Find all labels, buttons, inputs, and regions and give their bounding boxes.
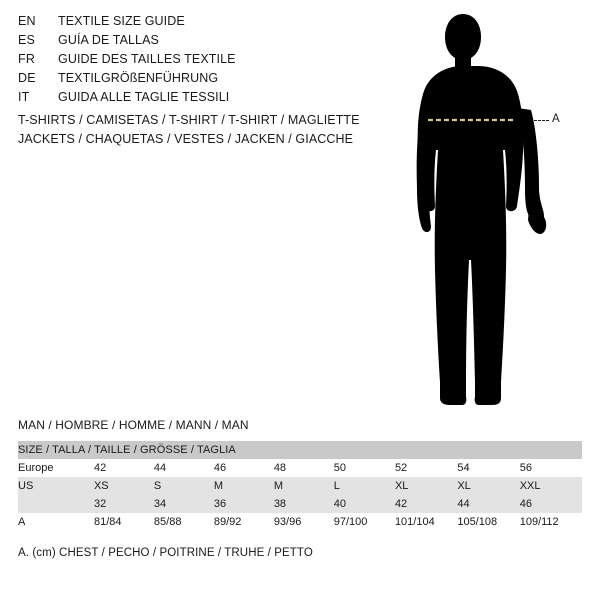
language-text: GUÍA DE TALLAS	[58, 33, 159, 47]
language-row	[18, 52, 398, 71]
size-guide-figure	[400, 10, 600, 410]
table-footnote: A. (cm) CHEST / PECHO / POITRINE / TRUHE / PETTO	[18, 547, 313, 559]
cell: XS	[94, 477, 154, 495]
cell: L	[334, 477, 395, 495]
table-title: MAN / HOMBRE / HOMME / MANN / MAN	[18, 418, 249, 432]
language-row	[18, 14, 398, 33]
cell: 54	[457, 459, 519, 477]
cell: 56	[520, 459, 582, 477]
row-label: Europe	[18, 459, 94, 477]
language-code: DE	[18, 71, 36, 85]
cell: 36	[214, 495, 274, 513]
measure-label-a: A	[552, 113, 560, 125]
cell: 32	[94, 495, 154, 513]
language-row	[18, 71, 398, 90]
category-headings	[18, 111, 360, 149]
language-code: IT	[18, 90, 30, 104]
cell: 44	[154, 459, 214, 477]
cell: 42	[94, 459, 154, 477]
cell: 105/108	[457, 513, 519, 531]
language-code: EN	[18, 14, 36, 28]
table-row	[18, 513, 582, 531]
table-row	[18, 495, 582, 513]
language-text: GUIDA ALLE TAGLIE TESSILI	[58, 90, 230, 104]
cell: S	[154, 477, 214, 495]
cell: 46	[520, 495, 582, 513]
cell: XL	[395, 477, 457, 495]
cell: 89/92	[214, 513, 274, 531]
language-row	[18, 90, 398, 109]
measure-leader-line	[534, 120, 549, 121]
table-header-label: SIZE / TALLA / TAILLE / GRÖSSE / TAGLIA	[18, 441, 582, 459]
size-table	[18, 441, 582, 531]
cell: 97/100	[334, 513, 395, 531]
cell: 93/96	[274, 513, 334, 531]
language-list	[18, 14, 398, 109]
language-code: ES	[18, 33, 36, 47]
cell: 52	[395, 459, 457, 477]
table-row	[18, 477, 582, 495]
row-label	[18, 495, 94, 513]
cell: 109/112	[520, 513, 582, 531]
language-text: GUIDE DES TAILLES TEXTILE	[58, 52, 236, 66]
row-label: A	[18, 513, 94, 531]
cell: 48	[274, 459, 334, 477]
cell: 85/88	[154, 513, 214, 531]
table-row	[18, 459, 582, 477]
language-text: TEXTILE SIZE GUIDE	[58, 14, 185, 28]
category-tshirts: T-SHIRTS / CAMISETAS / T-SHIRT / T-SHIRT / MAGLIETTE	[18, 113, 360, 127]
cell: 50	[334, 459, 395, 477]
cell: 38	[274, 495, 334, 513]
category-jackets: JACKETS / CHAQUETAS / VESTES / JACKEN / GIACCHE	[18, 132, 354, 146]
cell: XL	[457, 477, 519, 495]
language-text: TEXTILGRÖßENFÜHRUNG	[58, 71, 219, 85]
cell: 42	[395, 495, 457, 513]
cell: XXL	[520, 477, 582, 495]
cell: 44	[457, 495, 519, 513]
cell: 40	[334, 495, 395, 513]
language-code: FR	[18, 52, 36, 66]
cell: 81/84	[94, 513, 154, 531]
table-header-row	[18, 441, 582, 459]
language-row	[18, 33, 398, 52]
cell: M	[214, 477, 274, 495]
cell: 34	[154, 495, 214, 513]
male-silhouette-icon	[400, 10, 600, 410]
cell: M	[274, 477, 334, 495]
cell: 101/104	[395, 513, 457, 531]
cell: 46	[214, 459, 274, 477]
row-label: US	[18, 477, 94, 495]
